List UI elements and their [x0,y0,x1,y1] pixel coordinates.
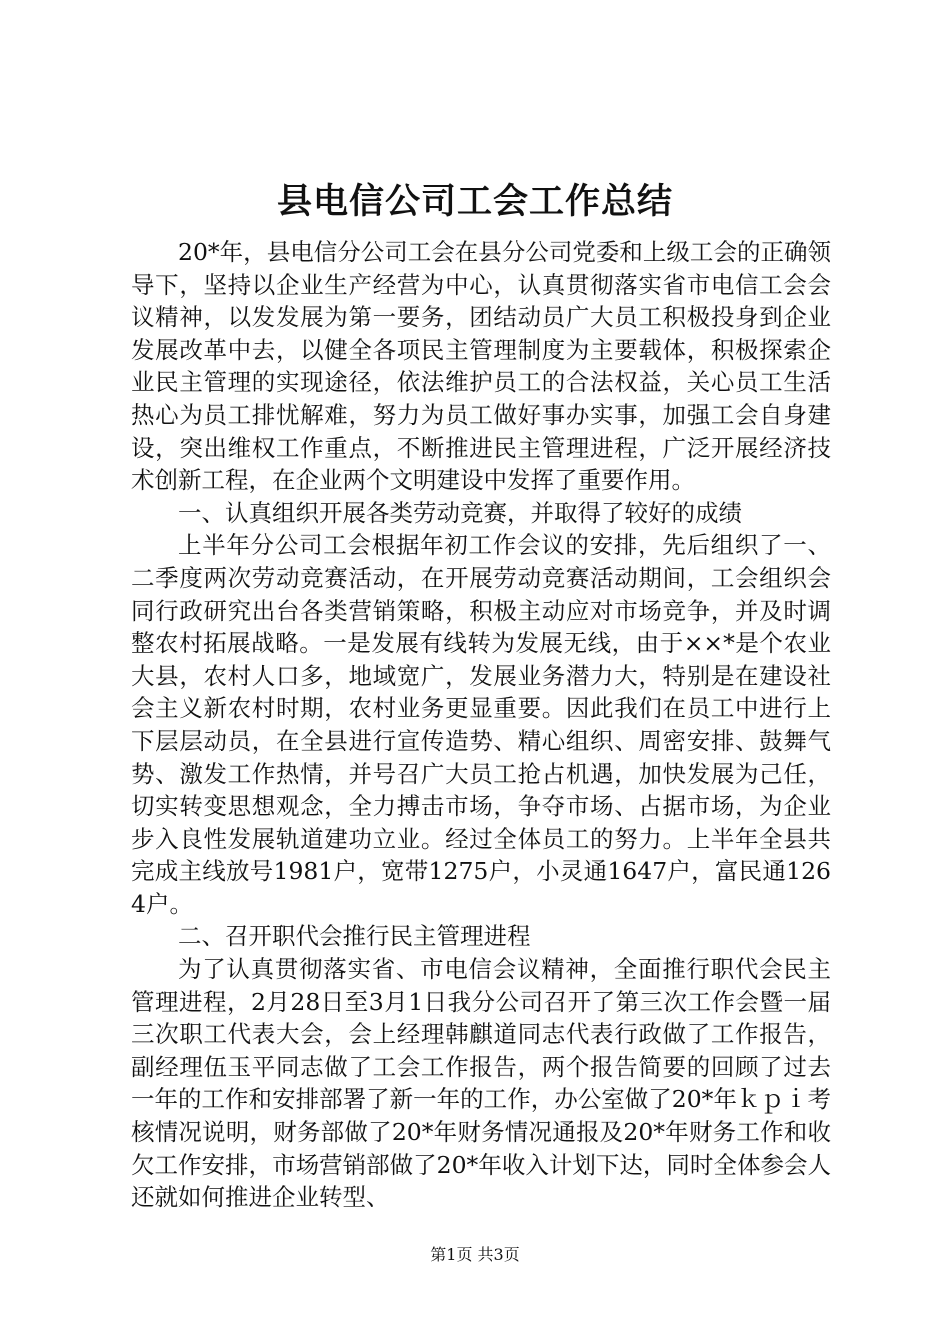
section-paragraph-2: 为了认真贯彻落实省、市电信会议精神，全面推行职代会民主管理进程，2月28日至3月1日我分公司召开了第三次工作会暨一届三次职工代表大会，会上经理韩麒道同志代表行政做了工作报告，副经理伍玉平同志做了工会工作报告，两个报告简要的回顾了过去一年的工作和安排部署了新一年的工作，办公室做了20*年ｋｐｉ考核情况说明，财务部做了20*年财务情况通报及20*年财务工作和收欠工作安排，市场营销部做了20*年收入计划下达，同时全体参会人还就如何推进企业转型、 [131,955,831,1212]
section-paragraph-1: 上半年分公司工会根据年初工作会议的安排，先后组织了一、二季度两次劳动竞赛活动，在开展劳动竞赛活动期间，工会组织会同行政研究出台各类营销策略，积极主动应对市场竞争，并及时调整农村拓展战略。一是发展有线转为发展无线，由于××*是个农业大县，农村人口多，地域宽广，发展业务潜力大，特别是在建设社会主义新农村时期，农村业务更显重要。因此我们在员工中进行上下层层动员，在全县进行宣传造势、精心组织、周密安排、鼓舞气势、激发工作热情，并号召广大员工抢占机遇，加快发展为己任，切实转变思想观念，全力搏击市场，争夺市场、占据市场，为企业步入良性发展轨道建功立业。经过全体员工的努力。上半年全县共完成主线放号1981户，宽带1275户，小灵通1647户，富民通1264户。 [131,531,831,918]
page-footer: 第1页 共3页 [430,1245,520,1264]
section-heading-1: 一、认真组织开展各类劳动竞赛，并取得了较好的成绩 [178,498,742,527]
section-heading-2: 二、召开职代会推行民主管理进程 [178,922,531,951]
document-body [131,236,831,1214]
document-title: 县电信公司工会工作总结 [276,181,673,222]
intro-paragraph: 20*年，县电信分公司工会在县分公司党委和上级工会的正确领导下，坚持以企业生产经营为中心，认真贯彻落实省市电信工会会议精神，以发发展为第一要务，团结动员广大员工积极投身到企业发展改革中去，以健全各项民主管理制度为主要载体，积极探索企业民主管理的实现途径，依法维护员工的合法权益，关心员工生活热心为员工排忧解难，努力为员工做好事办实事，加强工会自身建设，突出维权工作重点，不断推进民主管理进程，广泛开展经济技术创新工程，在企业两个文明建设中发挥了重要作用。 [131,238,831,495]
